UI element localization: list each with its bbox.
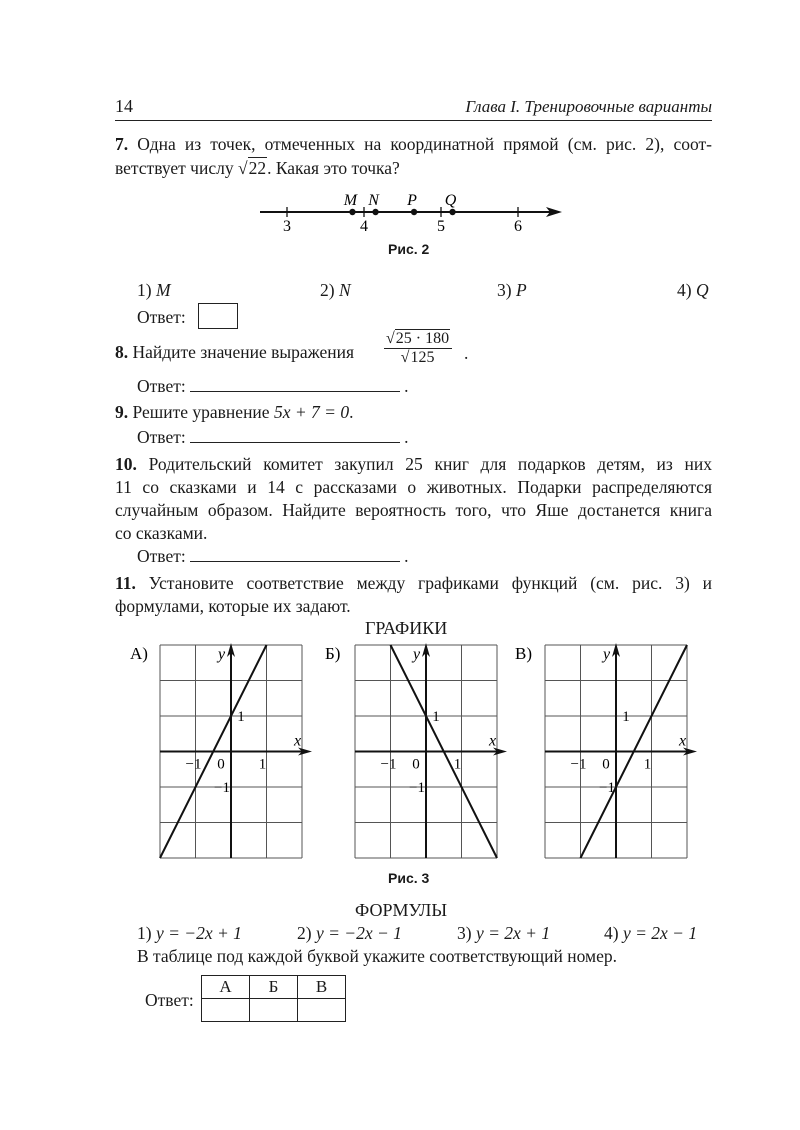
q10-line4: со сказками. (115, 523, 208, 543)
q7-radicand: 22 (248, 158, 267, 178)
q8-number: 8. (115, 342, 129, 362)
point-label: P (407, 192, 417, 209)
tick-label: 1 (258, 756, 267, 773)
q10-line2: 11 со сказками и 14 с рассказами о животных. Подарки распределяются (115, 477, 712, 497)
page-number: 14 (115, 96, 133, 116)
q10-line3: случайным образом. Найдите вероятность того, что Яше достанется книга (115, 500, 712, 520)
graphs-figure (120, 636, 700, 868)
q7-line2: ветствует числу √22. Какая это точка? (115, 158, 400, 178)
point-M (349, 209, 355, 215)
q11-answer-table (201, 975, 346, 1022)
tick-label: 1 (622, 709, 630, 725)
point-P (411, 209, 417, 215)
q11-line2: формулами, которые их задают. (115, 596, 351, 616)
answer-cell-v[interactable] (298, 999, 346, 1022)
q11-answer-label: Ответ: (145, 990, 194, 1010)
q7-line1 (115, 134, 712, 155)
tick-label: −1 (185, 756, 202, 773)
fig3-caption: Рис. 3 (388, 870, 430, 886)
q8-period: . (464, 343, 469, 363)
q10-answer: Ответ: . (137, 546, 409, 566)
option-2[interactable]: 2) N (320, 280, 351, 300)
number-line-figure (250, 185, 570, 240)
chapter-title: Глава I. Тренировочные варианты (465, 97, 712, 116)
option-1[interactable]: 1) M (137, 280, 171, 300)
q10-line1: 10. Родительский комитет закупил 25 книг для подарков детям, из них (115, 454, 713, 474)
y-axis-label: y (603, 646, 611, 663)
q8-denominator: 125 (410, 349, 435, 366)
q8-text: Найдите значение выражения (132, 342, 355, 362)
tick-label: 3 (283, 218, 291, 235)
tick-label: −1 (570, 756, 587, 773)
graph-label: Б) (325, 644, 341, 663)
formula-4: 4) y = 2x − 1 (604, 923, 698, 943)
x-axis-label: x (294, 732, 302, 750)
tick-label: 1 (453, 756, 462, 773)
graph-label: В) (515, 644, 532, 663)
y-axis-label: y (413, 646, 421, 663)
tick-label: 0 (602, 756, 610, 773)
q9-equation: 5x + 7 = 0 (273, 402, 350, 422)
point-label: N (368, 192, 379, 209)
q11-instruction: В таблице под каждой буквой укажите соответствующий номер. (137, 946, 617, 966)
graphs-title: ГРАФИКИ (365, 618, 448, 638)
q8-answer-field[interactable] (190, 377, 400, 392)
q10-number: 10. (115, 454, 137, 474)
q9-answer: Ответ: . (137, 427, 409, 447)
point-label: M (343, 192, 358, 209)
tick-label: −1 (599, 780, 615, 796)
q8-answer: Ответ: . (137, 376, 409, 396)
point-Q (449, 209, 455, 215)
formula-1: 1) y = −2x + 1 (137, 923, 242, 943)
q9-number: 9. (115, 402, 129, 422)
q9-answer-field[interactable] (190, 428, 400, 443)
tick-label: 1 (237, 709, 245, 725)
x-axis-label: x (489, 732, 497, 750)
x-axis-label: x (679, 732, 687, 750)
graph-label: А) (130, 644, 148, 663)
q7-answer-label: Ответ: (137, 307, 186, 327)
q7-text1: Одна из точек, отмеченных на координатной прямой (см. рис. 2), соот- (137, 134, 712, 154)
q7-number: 7. (115, 134, 129, 154)
q10-answer-field[interactable] (190, 547, 400, 562)
answer-cell-a[interactable] (202, 999, 250, 1022)
tick-label: −1 (380, 756, 397, 773)
header-v: В (298, 976, 346, 999)
tick-label: −1 (214, 780, 230, 796)
tick-label: 0 (412, 756, 420, 773)
answer-cell-b[interactable] (250, 999, 298, 1022)
q8-fraction: √25 · 180 √125 (384, 330, 452, 367)
header-b: Б (250, 976, 298, 999)
formula-2: 2) y = −2x − 1 (297, 923, 402, 943)
tick-label: 6 (514, 218, 522, 235)
formula-3: 3) y = 2x + 1 (457, 923, 551, 943)
q9-line: 9. Решите уравнение 5x + 7 = 0. (115, 402, 354, 422)
formulas-title: ФОРМУЛЫ (355, 900, 448, 920)
header-a: А (202, 976, 250, 999)
tick-label: 4 (360, 218, 368, 235)
tick-label: −1 (409, 780, 425, 796)
tick-label: 1 (643, 756, 652, 773)
q11-line1: 11. Установите соответствие между графиками функций (см. рис. 3) и (115, 573, 713, 593)
q7-text2: ветствует числу (115, 158, 238, 178)
q7-text3: . Какая это точка? (267, 158, 400, 178)
q7-answer-box[interactable] (198, 303, 238, 329)
point-N (372, 209, 378, 215)
point-label: Q (444, 192, 457, 209)
header-rule (115, 120, 712, 121)
tick-label: 0 (217, 756, 225, 773)
option-4[interactable]: 4) Q (677, 280, 709, 300)
tick-label: 5 (437, 218, 445, 235)
tick-label: 1 (432, 709, 440, 725)
q8-numerator: 25 · 180 (395, 330, 450, 347)
y-axis-label: y (218, 646, 226, 663)
option-3[interactable]: 3) P (497, 280, 527, 300)
q11-number: 11. (115, 573, 136, 593)
fig2-caption: Рис. 2 (388, 241, 430, 257)
